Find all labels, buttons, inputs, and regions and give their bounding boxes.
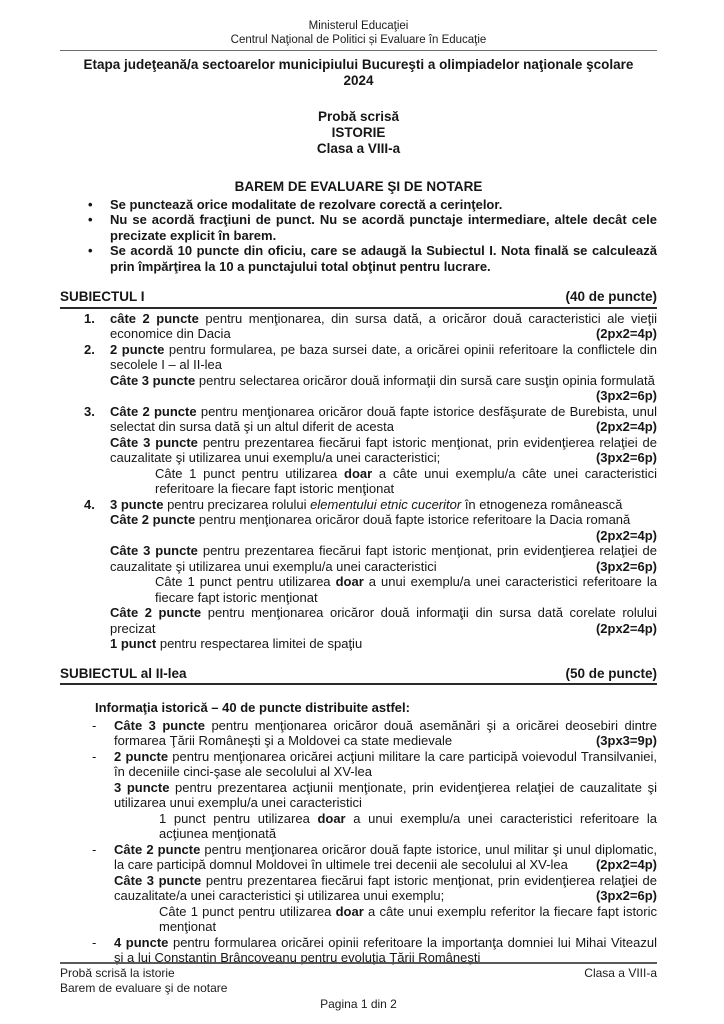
item-paragraphs	[110, 497, 657, 652]
item-marker: 3.	[84, 403, 95, 419]
rubric-paragraph	[110, 243, 657, 274]
list-item	[84, 342, 657, 404]
text-run: Câte 2 puncte	[110, 605, 202, 620]
subject1-points: (40 de puncte)	[565, 289, 657, 304]
item-paragraphs	[110, 212, 657, 243]
rubric-paragraph	[110, 311, 657, 342]
rubric-paragraph	[110, 404, 657, 435]
rubric-paragraph	[114, 718, 657, 749]
subject2-label: SUBIECTUL al II-lea	[60, 665, 187, 681]
footer-row	[60, 966, 657, 981]
item-paragraphs	[110, 404, 657, 497]
rubric-paragraph	[110, 636, 657, 652]
page-header	[60, 20, 657, 157]
text-run: pentru formularea, pe baza sursei date, a oricărei opinii referitoare la conflictele din secolele I – al II-lea	[110, 341, 657, 372]
text-run: doar	[335, 903, 364, 919]
text-run: 4 puncte	[114, 934, 169, 950]
text-run: pentru menţionarea oricăror două fapte istorice, unul militar şi unul diplomatic, la care participă domnul Moldovei în ultimele trei decenii ale secolului al XV-lea	[114, 841, 657, 872]
rubric-paragraph	[110, 212, 657, 243]
text-run: Câte 3 puncte	[110, 543, 198, 558]
points-value: (3px2=6p)	[595, 558, 657, 574]
text-run: Câte 3 puncte	[114, 872, 202, 888]
exam-discipline: ISTORIE	[331, 125, 386, 140]
points-value: (2px2=4p)	[595, 527, 657, 543]
text-run: a câte unui exemplu/a câte unei caracteristici referitoare la fiecare fapt istoric menţionat	[155, 465, 658, 496]
points-value: (2px2=4p)	[595, 419, 657, 434]
text-run: pentru precizarea rolului	[163, 496, 311, 512]
text-run: Câte 1 punct pentru utilizarea	[155, 574, 336, 589]
item-paragraphs	[110, 197, 657, 213]
rubric-paragraph	[110, 512, 657, 543]
footer-divider	[60, 962, 657, 964]
text-run: pentru menţionarea oricărei acţiuni militare la care participă voievodul Transilvaniei, în deceniile cinci-şase ale secolului al XV-lea	[114, 748, 657, 779]
points-value: (3px2=6p)	[595, 388, 657, 403]
points-value: (2px2=4p)	[595, 857, 657, 872]
rubric-paragraph	[114, 935, 657, 966]
exam-info	[60, 109, 657, 157]
list-item	[88, 197, 657, 213]
org-name: Centrul Naţional de Politici și Evaluare în Educaţie	[230, 33, 487, 46]
text-run: Câte 1 punct pentru utilizarea	[159, 903, 336, 919]
points-value: (2px2=4p)	[595, 326, 657, 341]
subject2-points: (50 de puncte)	[565, 665, 657, 681]
list-item	[88, 212, 657, 243]
barem-section	[60, 179, 657, 274]
text-run: a unui exemplu/a unei caracteristici referitoare la fiecare fapt istoric menţionat	[155, 574, 657, 605]
list-item	[84, 404, 657, 497]
item-paragraphs	[114, 935, 657, 966]
item-marker: -	[92, 934, 97, 950]
item-paragraphs	[110, 342, 657, 404]
item-marker: •	[88, 212, 93, 227]
text-run: 3 puncte	[110, 496, 164, 512]
subject1-header	[60, 289, 657, 309]
text-run: 3 puncte	[114, 779, 170, 795]
subject1-label: SUBIECTUL I	[60, 289, 145, 304]
exam-type: Probă scrisă	[317, 109, 400, 124]
item-marker: 4.	[84, 496, 95, 512]
rubric-paragraph	[114, 873, 657, 904]
subject2-items	[92, 718, 657, 966]
text-run: Informaţia istorică – 40 de puncte distribuite astfel:	[95, 700, 410, 715]
page-number: Pagina 1 din 2	[320, 997, 397, 1011]
item-marker: •	[88, 196, 93, 212]
rubric-paragraph	[110, 497, 657, 513]
subject1-section	[60, 289, 657, 652]
text-run: Câte 3 puncte	[110, 434, 198, 450]
text-run: în etnogeneza românească	[461, 496, 623, 512]
text-run: pentru menţionarea oricăror două fapte istorice referitoare la Dacia romană	[195, 512, 631, 527]
item-marker: -	[92, 748, 97, 764]
text-run: a unui exemplu/a unei caracteristici referitoare la acţiunea menţionată	[159, 810, 657, 841]
rubric-paragraph	[110, 605, 657, 636]
rubric-paragraph	[110, 543, 657, 574]
item-paragraphs	[114, 718, 657, 749]
list-item	[84, 311, 657, 342]
text-run: Câte 3 puncte	[110, 372, 196, 388]
rubric-paragraph	[114, 842, 657, 873]
text-run: Nu se acordă fracţiuni de punct. Nu se acordă punctaje intermediare, altele decât cele precizate explicit în barem.	[110, 212, 657, 243]
document-year: 2024	[343, 73, 374, 88]
text-run: Câte 2 puncte	[114, 841, 201, 857]
text-run: 2 puncte	[110, 341, 165, 357]
text-run: doar	[344, 465, 373, 481]
text-run: Câte 3 puncte	[114, 717, 205, 733]
barem-rules-list	[88, 197, 657, 275]
text-run: elementului etnic cuceritor	[310, 496, 462, 512]
text-run: pentru menţionarea oricăror două asemănări şi a oricărei deosebiri dintre formarea Ţării Româneşti şi a Moldovei ca state medievale	[114, 717, 657, 748]
text-run: 1 punct pentru utilizarea	[159, 810, 318, 826]
item-paragraphs	[110, 311, 657, 342]
list-item	[92, 842, 657, 935]
text-run: pentru menţionarea oricăror două fapte istorice desfăşurate de Burebista, unul selectat din sursa dată şi un altul diferit de acesta	[110, 403, 658, 434]
points-value: (2px2=4p)	[595, 620, 657, 636]
text-run: pentru selectarea oricăror două informaţii din sursă care susţin opinia formulată	[195, 372, 655, 388]
rubric-paragraph	[114, 749, 657, 780]
points-value: (3px3=9p)	[595, 733, 657, 748]
text-run: pentru prezentarea fiecărui fapt istoric menţionat, prin evidenţierea relaţiei de cauzalitate şi utilizarea unui exemplu/a unei caracteristici	[110, 543, 658, 574]
footer-doc-type: Barem de evaluare şi de notare	[60, 981, 228, 995]
rubric-paragraph	[110, 373, 657, 404]
item-paragraphs	[114, 749, 657, 842]
item-paragraphs	[114, 842, 657, 935]
footer-grade: Clasa a VIII-a	[584, 966, 657, 980]
rubric-paragraph	[110, 435, 657, 466]
text-run: Câte 2 puncte	[110, 512, 196, 527]
text-run: doar	[335, 574, 364, 589]
item-paragraphs	[110, 243, 657, 274]
rubric-paragraph	[114, 780, 657, 811]
barem-title: BAREM DE EVALUARE ŞI DE NOTARE	[234, 179, 483, 194]
list-item	[84, 497, 657, 652]
list-item	[88, 243, 657, 274]
points-value: (3px2=6p)	[595, 888, 657, 903]
rubric-paragraph	[110, 197, 657, 213]
item-marker: 2.	[84, 341, 95, 357]
subject2-header	[60, 666, 657, 686]
rubric-paragraph	[110, 574, 657, 605]
subject2-intro	[95, 700, 657, 716]
text-run: Câte 1 punct pentru utilizarea	[155, 465, 345, 481]
item-marker: 1.	[84, 310, 95, 326]
text-run: Câte 2 puncte	[110, 403, 197, 419]
header-divider	[60, 50, 657, 51]
text-run: a câte unui exemplu referitor la fiecare fapt istoric menţionat	[159, 903, 658, 934]
list-item	[92, 718, 657, 749]
item-marker: -	[92, 841, 97, 857]
text-run: pentru prezentarea fiecărui fapt istoric menţionat, prin evidenţierea relaţiei de cauzalitate şi utilizarea unui exemplu/a unei caracteristici;	[110, 434, 658, 465]
text-run: Se punctează orice modalitate de rezolvare corectă a cerinţelor.	[110, 196, 503, 212]
text-run: 2 puncte	[114, 748, 169, 764]
points-value: (3px2=6p)	[595, 450, 657, 465]
page-footer	[60, 962, 657, 1012]
item-marker: -	[92, 717, 97, 733]
subject2-section	[60, 666, 657, 966]
exam-grade: Clasa a VIII-a	[316, 141, 401, 156]
rubric-paragraph	[114, 811, 657, 842]
document-title: Etapa judeţeană/a sectoarelor municipiului Bucureşti a olimpiadelor naţionale şcolare	[83, 57, 634, 72]
list-item	[92, 935, 657, 966]
text-run: pentru menţionarea oricăror două informaţii din sursa dată corelate rolului precizat	[110, 605, 658, 636]
ministry-name: Ministerul Educaţiei	[308, 20, 409, 32]
text-run: pentru respectarea limitei de spaţiu	[156, 636, 363, 651]
rubric-paragraph	[110, 466, 657, 497]
text-run: Se acordă 10 puncte din oficiu, care se adaugă la Subiectul I. Nota finală se calculează prin împărţirea la 10 a punctajului total obţinut pentru lucrare.	[110, 243, 657, 274]
text-run: pentru formularea oricărei opinii referitoare la importanţa domniei lui Mihai Viteazul şi a lui Constantin Brâncoveanu pentru evoluţia Ţării Româneşti	[114, 934, 657, 965]
text-run: pentru prezentarea fiecărui fapt istoric menţionat, prin evidenţierea relaţiei de cauzalitate/a unei caracteristici şi utilizarea unui exemplu;	[114, 872, 658, 903]
text-run: doar	[317, 810, 346, 826]
footer-exam-name: Probă scrisă la istorie	[60, 966, 175, 980]
rubric-paragraph	[110, 342, 657, 373]
text-run: câte 2 puncte	[110, 310, 199, 326]
text-run: pentru prezentarea acţiunii menţionate, prin evidenţierea relaţiei de cauzalitate şi utilizarea unui exemplu/a unei caracteristici	[114, 779, 657, 810]
subject1-items	[84, 311, 657, 652]
text-run: 1 punct	[110, 636, 157, 651]
item-marker: •	[88, 243, 93, 258]
rubric-paragraph	[114, 904, 657, 935]
text-run: pentru menţionarea, din sursa dată, a oricăror două caracteristici ale vieţii economice din Dacia	[110, 310, 657, 341]
list-item	[92, 749, 657, 842]
